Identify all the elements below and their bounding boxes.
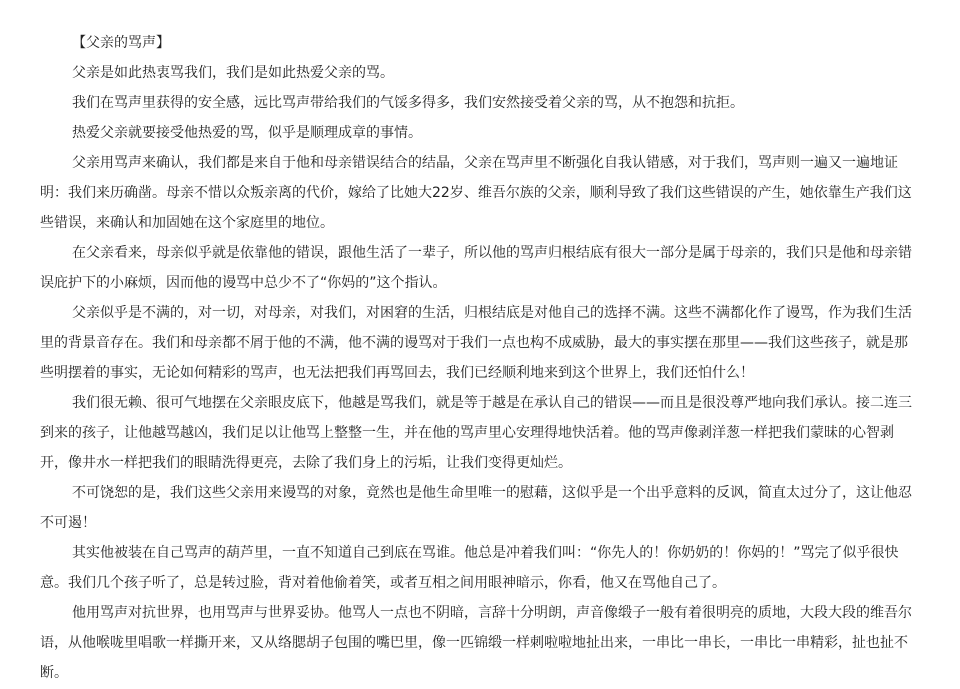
- paragraph-6: [40, 298, 914, 388]
- article-title: 【父亲的骂声】: [72, 35, 170, 51]
- article: [40, 28, 914, 688]
- paragraph-line: 热爱父亲就要接受他热爱的骂，似乎是顺理成章的事情。: [72, 125, 422, 141]
- paragraph-line: 父亲似乎是不满的，对一切，对母亲，对我们，对困窘的生活，归根结底是对他自己的选择不满。这些不满都化作了谩骂，作为我们生活: [72, 305, 912, 321]
- paragraph-line: 其实他被装在自己骂声的葫芦里，一直不知道自己到底在骂谁。他总是冲着我们叫：“你先人的！你奶奶的！你妈的！”骂完了似乎很快: [72, 545, 899, 561]
- paragraph-line: 不可遏！: [40, 515, 96, 531]
- paragraph-7: [40, 388, 914, 478]
- paragraph-9: [40, 538, 914, 598]
- paragraph-line: 我们在骂声里获得的安全感，远比骂声带给我们的气馁多得多，我们安然接受着父亲的骂，从不抱怨和抗拒。: [72, 95, 744, 111]
- paragraph-line: 父亲用骂声来确认，我们都是来自于他和母亲错误结合的结晶，父亲在骂声里不断强化自我认错感，对于我们，骂声则一遍又一遍地证: [72, 155, 898, 171]
- paragraph-3: [40, 118, 914, 148]
- paragraph-line: 开，像井水一样把我们的眼睛洗得更亮，去除了我们身上的污垢，让我们变得更灿烂。: [40, 455, 572, 471]
- paragraph-8: [40, 478, 914, 538]
- paragraph-10: [40, 598, 914, 688]
- paragraph-line: 误庇护下的小麻烦，因而他的谩骂中总少不了“你妈的”这个指认。: [40, 275, 447, 291]
- paragraph-1: [40, 58, 914, 88]
- paragraph-line: 在父亲看来，母亲似乎就是依靠他的错误，跟他生活了一辈子，所以他的骂声归根结底有很大一部分是属于母亲的，我们只是他和母亲错: [72, 245, 912, 261]
- paragraph-line: 明：我们来历确凿。母亲不惜以众叛亲离的代价，嫁给了比她大22岁、维吾尔族的父亲，顺利导致了我们这些错误的产生，她依靠生产我们这: [40, 185, 912, 201]
- paragraph-line: 父亲是如此热衷骂我们，我们是如此热爱父亲的骂。: [72, 65, 394, 81]
- paragraph-line: 到来的孩子，让他越骂越凶，我们足以让他骂上整整一生，并在他的骂声里心安理得地快活着。他的骂声像剥洋葱一样把我们蒙昧的心智剥: [40, 425, 894, 441]
- paragraph-line: 我们很无赖、很可气地摆在父亲眼皮底下，他越是骂我们，就是等于越是在承认自己的错误——而且是很没尊严地向我们承认。接二连三: [72, 395, 912, 411]
- paragraph-line: 不可饶恕的是，我们这些父亲用来谩骂的对象，竟然也是他生命里唯一的慰藉，这似乎是一个出乎意料的反讽，简直太过分了，这让他忍: [72, 485, 912, 501]
- paragraph-line: 意。我们几个孩子听了，总是转过脸，背对着他偷着笑，或者互相之间用眼神暗示，你看，他又在骂他自己了。: [40, 575, 726, 591]
- paragraph-line: 语，从他喉咙里唱歌一样撕开来，又从络腮胡子包围的嘴巴里，像一匹锦缎一样刺啦啦地扯出来，一串比一串长，一串比一串精彩，扯也扯不: [40, 635, 908, 651]
- paragraph-line: 里的背景音存在。我们和母亲都不屑于他的不满，他不满的谩骂对于我们一点也构不成威胁，最大的事实摆在那里——我们这些孩子，就是那: [40, 335, 908, 351]
- paragraph-2: [40, 88, 914, 118]
- paragraph-line: 他用骂声对抗世界，也用骂声与世界妥协。他骂人一点也不阴暗，言辞十分明朗，声音像缎子一般有着很明亮的质地，大段大段的维吾尔: [72, 605, 912, 621]
- paragraph-line: 断。: [40, 665, 68, 681]
- paragraph-4: [40, 148, 914, 238]
- paragraph-line: 些明摆着的事实，无论如何精彩的骂声，也无法把我们再骂回去，我们已经顺利地来到这个世界上，我们还怕什么！: [40, 365, 754, 381]
- paragraph-line: 些错误，来确认和加固她在这个家庭里的地位。: [40, 215, 334, 231]
- paragraph-5: [40, 238, 914, 298]
